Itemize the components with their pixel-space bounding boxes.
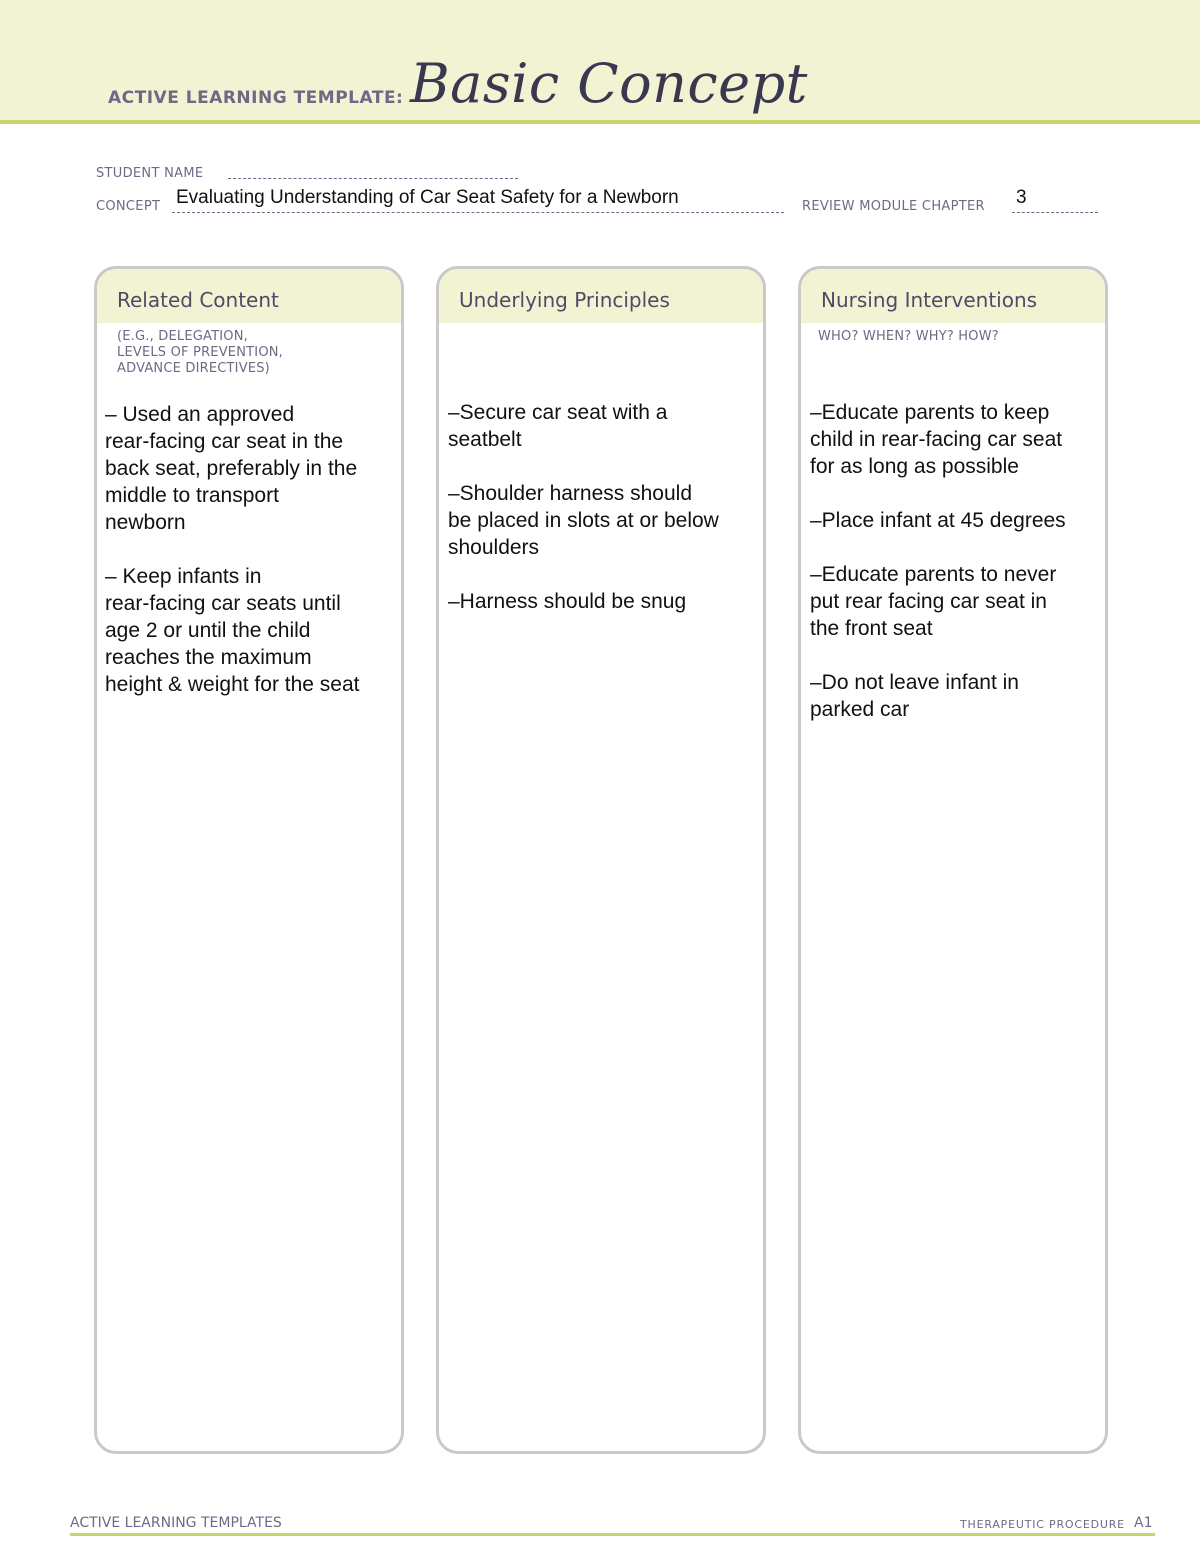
column-body[interactable] [801, 395, 1105, 723]
column-subheading [439, 323, 763, 395]
list-item: –Secure car seat with a seatbelt [448, 401, 668, 451]
column-heading: Nursing Interventions [801, 269, 1105, 323]
column-heading: Underlying Principles [439, 269, 763, 323]
list-item: – Keep infants in rear-facing car seats until age 2 or until the child reaches the maximum height & weight for the seat [105, 565, 360, 696]
template-label: ACTIVE LEARNING TEMPLATE: [108, 88, 404, 108]
concept-label: CONCEPT [96, 199, 161, 214]
review-module-label: REVIEW MODULE CHAPTER [802, 199, 985, 214]
review-module-line [1012, 212, 1098, 213]
list-item: –Shoulder harness should be placed in slots at or below shoulders [448, 482, 719, 559]
concept-field[interactable]: Evaluating Understanding of Car Seat Safety for a Newborn [176, 187, 679, 208]
footer-title: ACTIVE LEARNING TEMPLATES [70, 1515, 282, 1531]
footer-code: A1 [1134, 1515, 1153, 1531]
footer-section: THERAPEUTIC PROCEDURE [960, 1518, 1125, 1531]
column-body[interactable] [97, 395, 401, 698]
column-subheading: (E.G., DELEGATION, LEVELS OF PREVENTION, ADVANCE DIRECTIVES) [117, 329, 284, 376]
list-item: –Educate parents to never put rear facing car seat in the front seat [810, 563, 1057, 640]
review-module-field[interactable]: 3 [1016, 187, 1027, 208]
list-item: –Place infant at 45 degrees [810, 509, 1066, 532]
related-content-column [94, 266, 404, 1454]
nursing-interventions-column [798, 266, 1108, 1454]
list-item: –Harness should be snug [448, 590, 687, 613]
column-heading: Related Content [97, 269, 401, 323]
page-title: Basic Concept [410, 52, 808, 115]
student-name-line [228, 178, 518, 179]
list-item: – Used an approved rear-facing car seat in the back seat, preferably in the middle to transport newborn [105, 403, 358, 534]
footer-divider [70, 1533, 1155, 1536]
student-name-label: STUDENT NAME [96, 166, 204, 181]
column-subheading: WHO? WHEN? WHY? HOW? [818, 329, 999, 344]
column-body[interactable] [439, 395, 763, 615]
concept-line [172, 212, 784, 213]
underlying-principles-column [436, 266, 766, 1454]
list-item: –Do not leave infant in parked car [810, 671, 1019, 721]
list-item: –Educate parents to keep child in rear-facing car seat for as long as possible [810, 401, 1063, 478]
